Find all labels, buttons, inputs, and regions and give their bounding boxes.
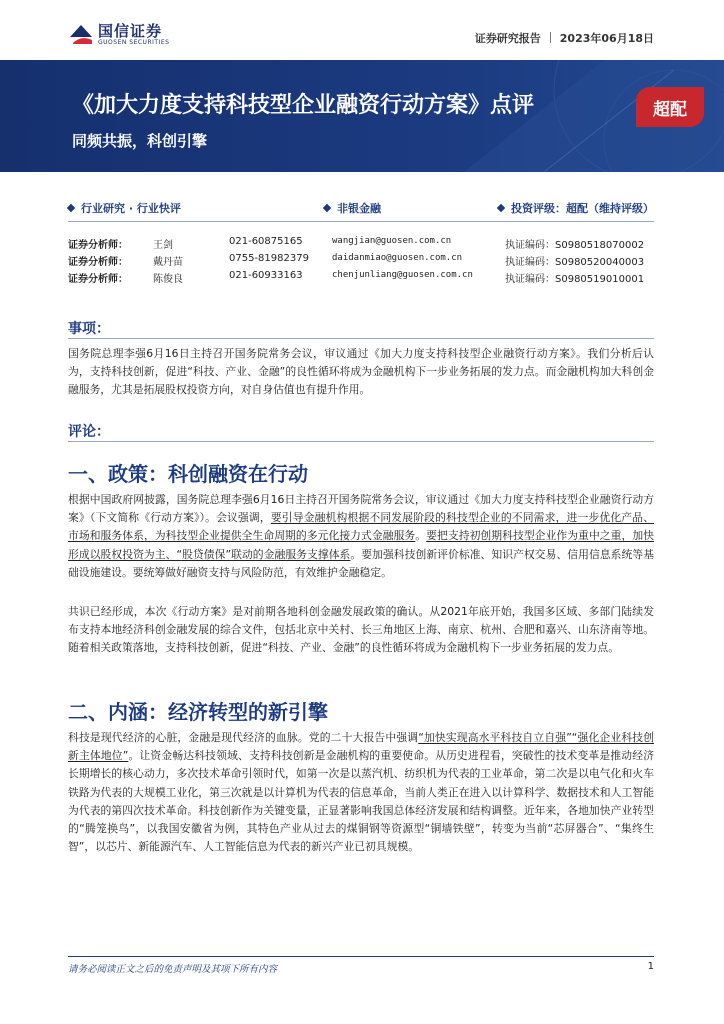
analyst-phone: 0755-81982379: [229, 253, 309, 264]
report-date: 2023年06月18日: [559, 32, 654, 45]
category-row: [68, 200, 654, 218]
section1-heading: 一、政策：科创融资在行动: [68, 462, 308, 486]
analyst-row: [68, 236, 658, 253]
analyst-row: [68, 270, 658, 287]
category-sector: [324, 200, 381, 216]
footer-disclaimer: 请务必阅读正文之后的免责声明及其项下所有内容: [68, 964, 278, 975]
category-sector-label: 非银金融: [337, 202, 381, 215]
analyst-name: 王剑: [153, 240, 173, 251]
category-divider: [68, 221, 654, 222]
category-rating: [498, 200, 654, 216]
section1-p1-emphasis: 要引导金融机构根据不同发展阶段的科技型企业的不同需求，进一步优化产品、市场和服务体系，为科技型企业提供全生命周期的多元化接力式金融服务: [68, 511, 654, 543]
section2-heading: 二、内涵：经济转型的新引擎: [68, 700, 328, 724]
event-paragraph: 国务院总理李强6月16日主持召开国务院常务会议，审议通过《加大力度支持科技型企业融资行动方案》。我们分析后认为，支持科技创新，促进“科技、产业、金融”的良性循环将成为金融机构下一步业务拓展的发力点。而金融机构加大科创金融服务，尤其是拓展股权投资方向，对自身估值也有提升作用。: [68, 347, 654, 397]
category-rating-label: 投资评级：超配（维持评级）: [511, 202, 654, 215]
rating-badge: 超配: [636, 87, 704, 127]
footer-divider: [68, 956, 654, 957]
diamond-bullet-icon: [323, 204, 331, 212]
analyst-role: 证券分析师：: [68, 240, 128, 251]
report-type: 证券研究报告: [474, 32, 541, 45]
diamond-bullet-icon: [67, 204, 75, 212]
analyst-email[interactable]: wangjian@guosen.com.cn: [332, 236, 452, 246]
comment-heading: 评论：: [68, 424, 110, 440]
analyst-cert: 执证编码：S0980519010001: [505, 274, 645, 285]
analyst-phone: 021-60875165: [229, 236, 303, 247]
diamond-bullet-icon: [497, 204, 505, 212]
analyst-email[interactable]: daidanmiao@guosen.com.cn: [332, 253, 463, 263]
analyst-role: 证券分析师：: [68, 274, 128, 285]
section2-paragraph1: [68, 729, 654, 856]
section1-paragraph1: [68, 491, 654, 582]
event-divider: [68, 338, 654, 339]
analyst-email[interactable]: chenjunliang@guosen.com.cn: [332, 270, 473, 280]
report-meta: [475, 30, 654, 46]
report-subtitle: 同频共振，科创引擎: [72, 132, 208, 150]
analyst-role: 证券分析师：: [68, 257, 128, 268]
analyst-cert: 执证编码：S0980518070002: [505, 240, 645, 251]
category-industry-label: 行业研究 · 行业快评: [81, 202, 181, 215]
analyst-name: 戴丹苗: [153, 257, 183, 268]
section1-p1-emphasis: 要把支持初创期科技型企业作为重中之重，加快形成以股权投资为主、“股贷债保”联动的金融服务支撑体系: [68, 529, 655, 561]
title-banner: [0, 60, 724, 172]
analyst-phone: 021-60933163: [229, 270, 303, 281]
meta-divider: [550, 32, 551, 43]
analyst-cert: 执证编码：S0980520040003: [505, 257, 645, 268]
section2-p1-emphasis: “加快实现高水平科技自立自强”“强化企业科技创新主体地位”: [68, 731, 655, 763]
page-number: 1: [647, 961, 654, 972]
analyst-row: [68, 253, 658, 270]
section1-paragraph2: 共识已经形成，本次《行动方案》是对前期各地科创金融发展政策的确认。从2021年底开始，我国多区域、多部门陆续发布支持本地经济科创金融发展的综合文件，包括北京中关村、长三角地区上海、南京、杭州、合肥和嘉兴、山东济南等地。随着相关政策落地，支持科技创新，促进“科技、产业、金融”的良性循环将成为金融机构下一步业务拓展的发力点。: [68, 605, 654, 655]
category-industry: [68, 200, 181, 216]
logo-text-cn: 国信证券: [98, 22, 163, 40]
company-logo: [68, 18, 198, 54]
report-title: 《加大力度支持科技型企业融资行动方案》点评: [72, 93, 535, 118]
analyst-table: [68, 236, 658, 287]
section1-p1-text: 根据中国政府网披露，国务院总理李强6月16日主持召开国务院常务会议，审议通过《加大力度支持科技型企业融资行动方案》（下文简称《行动方案》）。会议强调，: [68, 493, 654, 525]
logo-mark-icon: [68, 21, 94, 47]
section1-p1-text: 。要加强科技创新评价标准、知识产权交易、信用信息系统等基础设施建设。要统筹做好融资支持与风险防范，有效维护金融稳定。: [68, 547, 655, 579]
section2-p1-text: 。让资金畅达科技领域、支持科技创新是金融机构的重要使命。从历史进程看，突破性的技术变革是推动经济长期增长的核心动力，多次技术革命引领时代，如第一次是以蒸汽机、纺织机为代表的工业革命，第二次是以电气化和火车铁路为代表的大规模工业化，第三次就是以计算机为代表的信息革命，当前人类正在进入以计算科学、数据技术和人工智能为代表的第四次技术革命。科技创新作为关键变量，正显著影响我国总体经济发展和结构调整。近年来，各地加快产业转型的“腾笼换鸟”，以我国安徽省为例，其特色产业从过去的煤铜钢等资源型“铜墙铁壁”，转变为当前“芯屏器合”、“集终生智”，以芯片、新能源汽车、人工智能信息为代表的新兴产业已初具规模。: [68, 749, 655, 854]
comment-divider: [68, 441, 654, 442]
section2-p1-text: 科技是现代经济的心脏，金融是现代经济的血脉。党的二十大报告中强调: [68, 731, 419, 744]
analyst-name: 陈俊良: [153, 274, 183, 285]
section1-p1-text: 。: [415, 529, 427, 543]
event-heading: 事项：: [68, 321, 110, 337]
logo-text-en: GUOSEN SECURITIES: [98, 39, 170, 46]
